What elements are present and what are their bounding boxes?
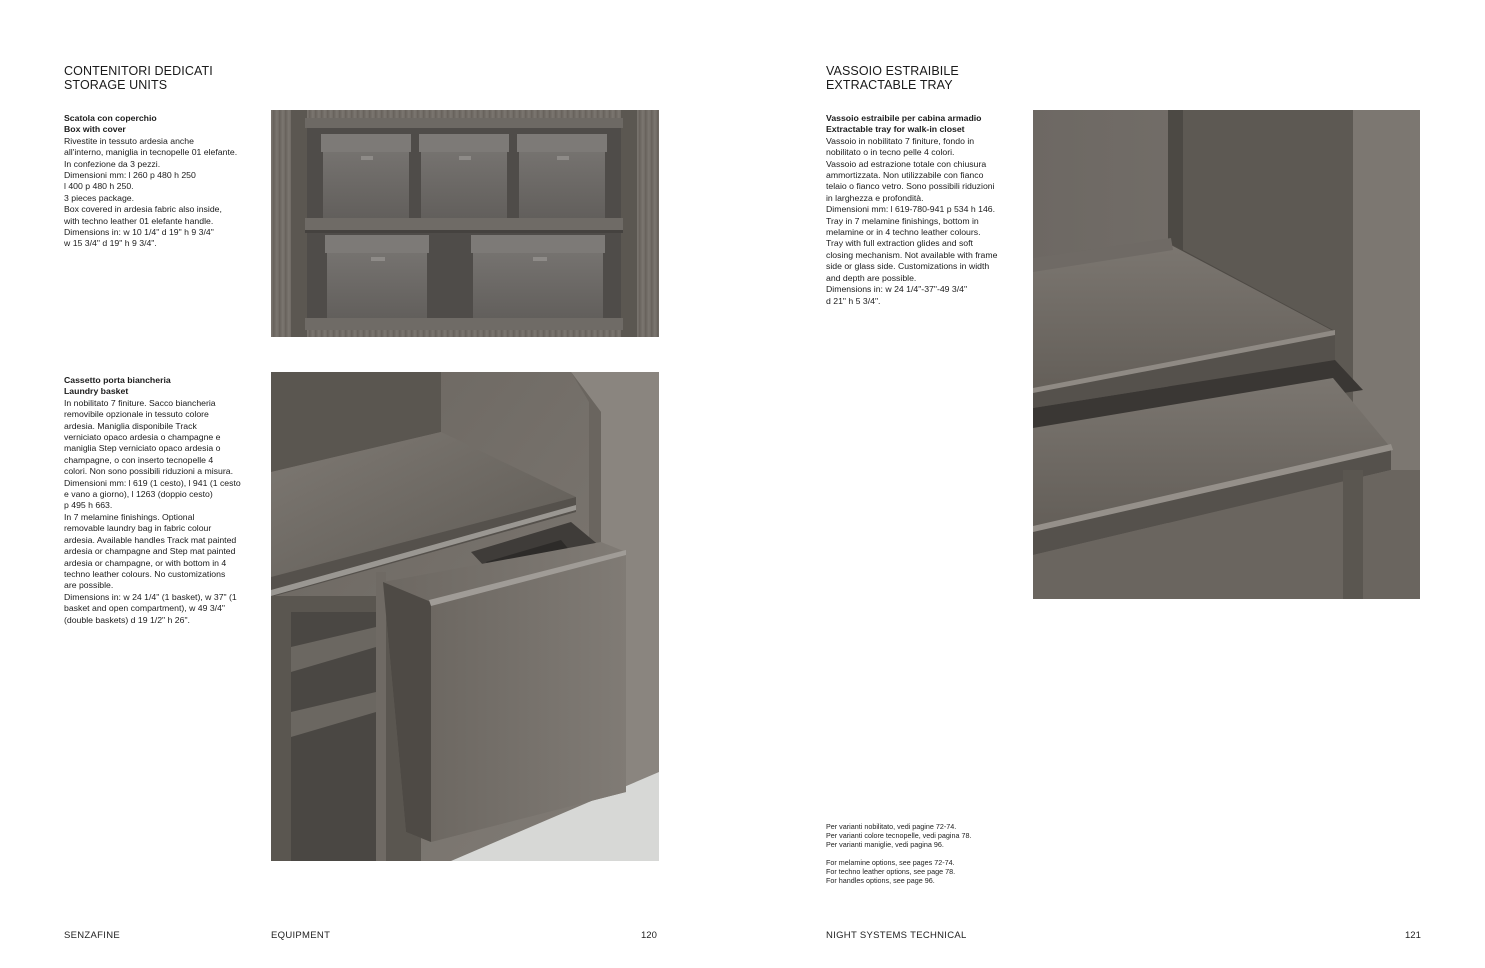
- tray-line: d 21" h 5 3/4".: [826, 295, 881, 306]
- box-line: all'interno, maniglia in tecnopelle 01 elefante.: [64, 147, 238, 158]
- box-line: w 15 3/4" d 19" h 9 3/4".: [64, 238, 157, 249]
- tray-line: and depth are possible.: [826, 272, 917, 283]
- title-italian: VASSOIO ESTRAIBILE: [826, 64, 959, 78]
- tray-line: Vassoio ad estrazione totale con chiusura: [826, 158, 987, 169]
- box-line: Dimensioni mm: l 260 p 480 h 250: [64, 170, 196, 181]
- tray-line: Vassoio in nobilitato 7 finiture, fondo in: [826, 135, 975, 146]
- laundry-name-it: Cassetto porta biancheria: [64, 375, 171, 385]
- note-line: For handles options, see page 96.: [826, 876, 935, 886]
- laundry-line: verniciato opaco ardesia o champagne e: [64, 432, 221, 443]
- box-line: 3 pieces package.: [64, 192, 135, 203]
- section-title-storage-units: [64, 64, 213, 92]
- laundry-line: ardesia. Available handles Track mat painted: [64, 534, 237, 545]
- options-notes-italian: [826, 822, 971, 850]
- note-line: For techno leather options, see page 78.: [826, 867, 956, 877]
- tray-line: nobilitato o in tecno pelle 4 colori.: [826, 147, 955, 158]
- box-line: Box covered in ardesia fabric also inside,: [64, 204, 222, 215]
- note-line: Per varianti colore tecnopelle, vedi pagina 78.: [826, 831, 972, 841]
- laundry-line: ardesia or champagne, or with bottom in 4: [64, 557, 227, 568]
- laundry-line: In 7 melamine finishings. Optional: [64, 511, 195, 522]
- tray-line: Tray with full extraction glides and soft: [826, 238, 973, 249]
- laundry-description: [64, 375, 254, 626]
- tray-name-en: Extractable tray for walk-in closet: [826, 124, 965, 135]
- box-name-en: Box with cover: [64, 124, 126, 135]
- laundry-line: are possible.: [64, 580, 114, 591]
- note-line: For melamine options, see pages 72-74.: [826, 858, 955, 867]
- box-line: l 400 p 480 h 250.: [64, 181, 134, 192]
- box-name-it: Scatola con coperchio: [64, 113, 157, 123]
- note-line: Per varianti nobilitato, vedi pagine 72-74.: [826, 822, 957, 831]
- laundry-line: ardesia or champagne and Step mat painted: [64, 546, 236, 557]
- tray-line: Dimensions in: w 24 1/4"-37"-49 3/4": [826, 284, 968, 295]
- tray-line: Tray in 7 melamine finishings, bottom in: [826, 215, 979, 226]
- box-line: Rivestite in tessuto ardesia anche: [64, 135, 194, 146]
- laundry-line: techno leather colours. No customizations: [64, 568, 226, 579]
- laundry-line: p 495 h 663.: [64, 500, 113, 511]
- laundry-line: champagne, o con inserto tecnopelle 4: [64, 454, 214, 465]
- laundry-line: colori. Non sono possibili riduzioni a misura.: [64, 466, 233, 477]
- title-italian: CONTENITORI DEDICATI: [64, 64, 213, 78]
- extractable-tray-photo: [1033, 110, 1420, 599]
- tray-line: side or glass side. Customizations in width: [826, 261, 990, 272]
- tray-line: melamine or in 4 techno leather colours.: [826, 227, 981, 238]
- tray-description: [826, 113, 1026, 307]
- box-line: with techno leather 01 elefante handle.: [64, 215, 214, 226]
- box-line: Dimensions in: w 10 1/4" d 19" h 9 3/4": [64, 227, 214, 238]
- laundry-name-en: Laundry basket: [64, 386, 129, 397]
- laundry-line: maniglia Step verniciato opaco ardesia o: [64, 443, 221, 454]
- footer-brand: SENZAFINE: [64, 930, 121, 941]
- storage-boxes-photo: [271, 110, 659, 337]
- footer-section-left: EQUIPMENT: [271, 930, 331, 941]
- laundry-line: removibile opzionale in tessuto colore: [64, 409, 209, 420]
- tray-name-it: Vassoio estraibile per cabina armadio: [826, 113, 982, 123]
- section-title-extractable-tray: [826, 64, 959, 92]
- tray-line: telaio o fianco vetro. Sono possibili riduzioni: [826, 181, 995, 192]
- options-notes-english: [826, 858, 955, 886]
- box-line: In confezione da 3 pezzi.: [64, 158, 161, 169]
- title-english: STORAGE UNITS: [64, 78, 168, 92]
- box-description: [64, 113, 264, 250]
- laundry-line: Dimensions in: w 24 1/4" (1 basket), w 37" (1: [64, 591, 237, 602]
- tray-line: in larghezza e profondità.: [826, 192, 924, 203]
- tray-line: Dimensioni mm: l 619-780-941 p 534 h 146.: [826, 204, 996, 215]
- tray-line: ammortizzata. Non utilizzabile con fianco: [826, 170, 984, 181]
- title-english: EXTRACTABLE TRAY: [826, 78, 953, 92]
- laundry-basket-photo: [271, 372, 659, 861]
- note-line: Per varianti maniglie, vedi pagina 96.: [826, 840, 944, 850]
- page-number-left: 120: [641, 930, 657, 941]
- laundry-line: basket and open compartment), w 49 3/4": [64, 603, 225, 614]
- tray-line: closing mechanism. Not available with frame: [826, 249, 998, 260]
- laundry-line: removable laundry bag in fabric colour: [64, 523, 212, 534]
- footer-section-right: NIGHT SYSTEMS TECHNICAL: [826, 930, 967, 941]
- laundry-line: (double baskets) d 19 1/2" h 26".: [64, 614, 190, 625]
- laundry-line: ardesia. Maniglia disponibile Track: [64, 420, 197, 431]
- laundry-line: Dimensioni mm: l 619 (1 cesto), l 941 (1 cesto: [64, 477, 241, 488]
- laundry-line: e vano a giorno), l 1263 (doppio cesto): [64, 489, 213, 500]
- laundry-line: In nobilitato 7 finiture. Sacco biancheria: [64, 397, 216, 408]
- page-number-right: 121: [1405, 930, 1421, 941]
